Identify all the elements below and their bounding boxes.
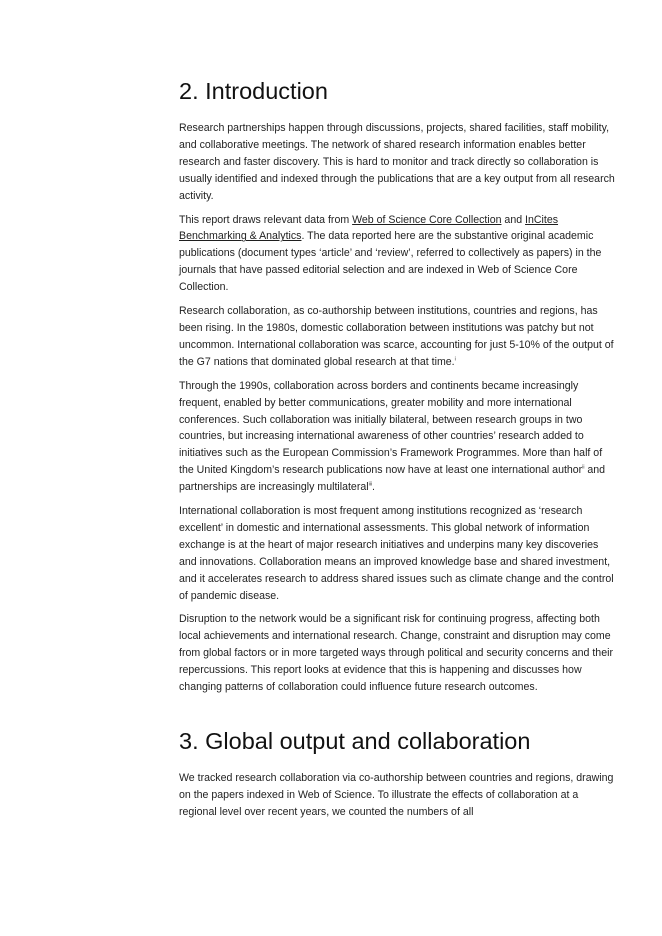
- incites-link[interactable]: InCites Benchmarking & Analytics: [179, 213, 559, 243]
- section-heading-global-output: 3. Global output and collaboration: [179, 728, 531, 754]
- intro-p4-text-b: and partnerships are increasingly multilateral: [179, 464, 606, 494]
- global-paragraph-1: We tracked research collaboration via co-authorship between countries and regions, drawing on the papers indexed in Web of Science. To illustrate the effects of collaboration at a regional level over recent years, we counted the numbers of all: [179, 772, 614, 818]
- intro-p2-text-b: and: [501, 213, 526, 226]
- intro-p2-text-a: This report draws relevant data from: [179, 213, 353, 226]
- intro-p3-text: Research collaboration, as co-authorship between institutions, countries and regions, has been rising. In the 1980s, domestic collaboration between institutions was patchy but not uncommon. International collaboration was scarce, accounting for just 5-10% of the output of the G7 nations that dominated global research at that time.: [179, 305, 614, 368]
- endnote-ref-ii[interactable]: ii: [582, 464, 585, 471]
- section-heading-introduction: 2. Introduction: [179, 78, 328, 104]
- intro-paragraph-1: Research partnerships happen through discussions, projects, shared facilities, staff mobility, and collaborative meetings. The network of shared research information enables better research and faster discovery. This is hard to monitor and track directly so collaboration is usually identified and indexed through the publications that are a key output from all research activity.: [179, 122, 615, 202]
- page-content: [179, 74, 616, 828]
- endnote-ref-iii[interactable]: iii: [368, 481, 372, 488]
- intro-p4-text-a: Through the 1990s, collaboration across borders and continents became increasingly frequent, enabled by better communications, greater mobility and more international conferences. Such collaboration was initially bilateral, between research groups in two countries, but increasing international awareness of other countries’ research added to initiatives such as the European Commission’s Framework Programmes. More than half of the United Kingdom’s research publications now have at least one international author: [179, 379, 603, 477]
- intro-paragraph-3: [179, 303, 616, 371]
- web-of-science-link[interactable]: Web of Science Core Collection: [352, 213, 502, 226]
- intro-paragraph-5: International collaboration is most frequent among institutions recognized as ‘research excellent’ in domestic and international assessments. This global network of information exchange is at the heart of major research initiatives and underpins many key discoveries and innovations. Collaboration means an improved knowledge base and shared investment, and it accelerates research to address shared issues such as climate change and the control of pandemic disease.: [179, 505, 614, 602]
- intro-p4-text-c: .: [371, 481, 375, 494]
- intro-paragraph-2: [179, 212, 616, 297]
- intro-paragraph-4: [179, 378, 616, 496]
- endnote-ref-i[interactable]: i: [454, 356, 456, 363]
- intro-paragraph-6: Disruption to the network would be a significant risk for continuing progress, affecting both local achievements and international research. Change, constraint and disruption may come from global factors or in more targeted ways through political and security concerns and their repercussions. This report looks at evidence that this is happening and discusses how changing patterns of collaboration could influence future research outcomes.: [179, 613, 613, 694]
- intro-p2-text-c: . The data reported here are the substantive original academic publications (document types ‘article’ and ‘review’, referred to collectively as papers) in the journals that have passed editorial selection and are indexed in Web of Science Core Collection.: [179, 230, 602, 294]
